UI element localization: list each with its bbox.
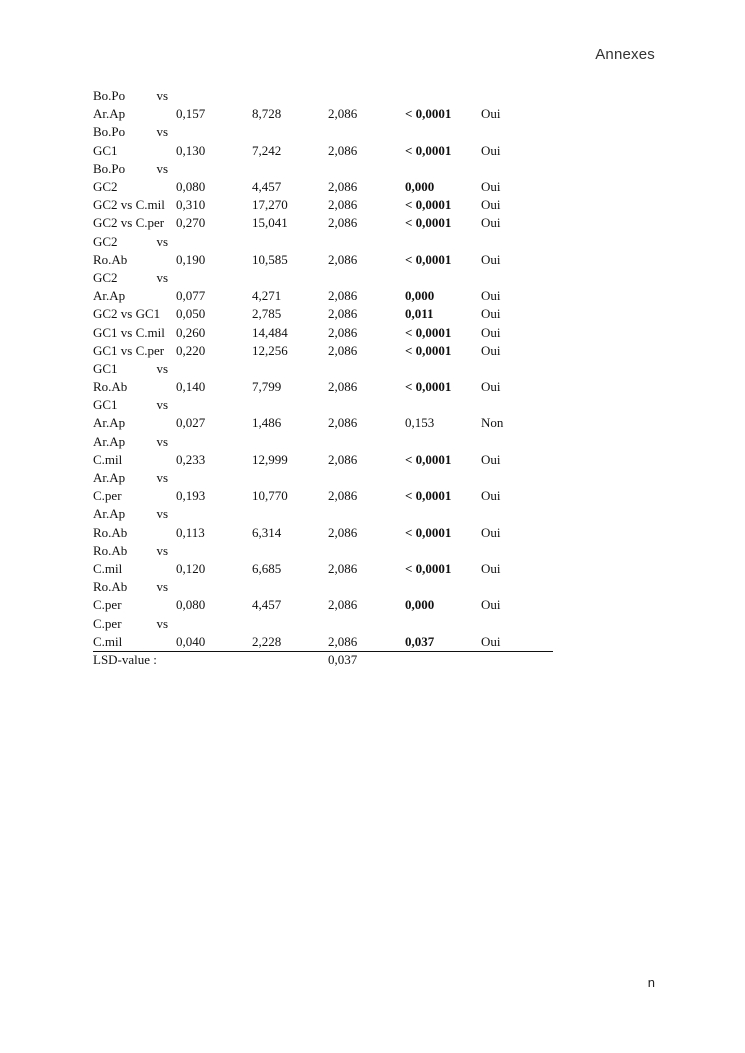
- significant-cell: Oui: [481, 561, 501, 577]
- table-row: [93, 360, 553, 396]
- significant-cell: Non: [481, 415, 504, 431]
- vs-label: vs: [156, 579, 168, 595]
- p-value-cell: 0,153: [405, 415, 435, 431]
- standardized-difference-cell: 12,256: [252, 342, 288, 358]
- group-b: C.per: [93, 488, 122, 504]
- significant-cell: Oui: [481, 597, 501, 613]
- p-value-cell: 0,000: [405, 178, 435, 194]
- significant-cell: Oui: [481, 342, 501, 358]
- comparison-line-1: [93, 433, 168, 451]
- comparison-table: [93, 87, 553, 669]
- vs-label: vs: [156, 615, 168, 631]
- standardized-difference-cell: 10,770: [252, 488, 288, 504]
- comparison-label: GC1 vs C.mil: [93, 324, 165, 340]
- table-row: [93, 160, 553, 196]
- critical-value-cell: 2,086: [328, 306, 358, 322]
- significant-cell: Oui: [481, 306, 501, 322]
- standardized-difference-cell: 2,228: [252, 633, 282, 649]
- difference-cell: 0,270: [176, 215, 206, 231]
- lsd-value: 0,037: [328, 652, 358, 668]
- comparison-line-1: [93, 542, 168, 560]
- difference-cell: 0,080: [176, 178, 206, 194]
- standardized-difference-cell: 2,785: [252, 306, 282, 322]
- critical-value-cell: 2,086: [328, 215, 358, 231]
- group-b: C.mil: [93, 451, 123, 467]
- standardized-difference-cell: 10,585: [252, 251, 288, 267]
- group-a: Bo.Po: [93, 124, 126, 140]
- page-header-title: Annexes: [595, 46, 655, 63]
- group-a: Bo.Po: [93, 88, 126, 103]
- table-row: [93, 324, 553, 342]
- p-value-cell: < 0,0001: [405, 197, 452, 213]
- table-body: [93, 87, 553, 651]
- standardized-difference-cell: 7,799: [252, 379, 282, 395]
- critical-value-cell: 2,086: [328, 561, 358, 577]
- difference-cell: 0,190: [176, 251, 206, 267]
- p-value-cell: < 0,0001: [405, 142, 452, 158]
- comparison-line-1: [93, 396, 168, 414]
- p-value-cell: < 0,0001: [405, 524, 452, 540]
- comparison-label: [93, 360, 173, 396]
- p-value-cell: < 0,0001: [405, 379, 452, 395]
- comparison-line-1: [93, 505, 168, 523]
- comparison-label: [93, 160, 173, 196]
- difference-cell: 0,260: [176, 324, 206, 340]
- vs-label: vs: [156, 542, 168, 558]
- difference-cell: 0,140: [176, 379, 206, 395]
- group-a: GC1: [93, 360, 118, 376]
- group-b: Ar.Ap: [93, 288, 126, 304]
- difference-cell: 0,193: [176, 488, 206, 504]
- comparison-label: [93, 87, 173, 123]
- significant-cell: Oui: [481, 251, 501, 267]
- difference-cell: 0,233: [176, 451, 206, 467]
- significant-cell: Oui: [481, 633, 501, 649]
- group-a: Ro.Ab: [93, 579, 128, 595]
- table-row: [93, 305, 553, 323]
- vs-label: vs: [156, 88, 168, 103]
- standardized-difference-cell: 15,041: [252, 215, 288, 231]
- difference-cell: 0,077: [176, 288, 206, 304]
- lsd-label: LSD-value :: [93, 652, 157, 668]
- group-a: GC1: [93, 397, 118, 413]
- p-value-cell: 0,000: [405, 597, 435, 613]
- standardized-difference-cell: 7,242: [252, 142, 282, 158]
- group-b: Ro.Ab: [93, 379, 128, 395]
- group-b: GC2: [93, 178, 118, 194]
- standardized-difference-cell: 8,728: [252, 106, 282, 122]
- p-value-cell: < 0,0001: [405, 561, 452, 577]
- group-b: Ro.Ab: [93, 524, 128, 540]
- significant-cell: Oui: [481, 524, 501, 540]
- standardized-difference-cell: 6,314: [252, 524, 282, 540]
- critical-value-cell: 2,086: [328, 342, 358, 358]
- critical-value-cell: 2,086: [328, 251, 358, 267]
- table-row: [93, 505, 553, 541]
- group-b: C.mil: [93, 633, 123, 649]
- comparison-label: GC1 vs C.per: [93, 342, 165, 358]
- comparison-label: [93, 578, 173, 614]
- significant-cell: Oui: [481, 142, 501, 158]
- table-row: [93, 233, 553, 269]
- vs-label: vs: [156, 506, 168, 522]
- p-value-cell: 0,037: [405, 633, 435, 649]
- comparison-label: GC2 vs GC1: [93, 306, 161, 322]
- group-a: Ro.Ab: [93, 542, 128, 558]
- table-row: [93, 87, 553, 123]
- comparison-label: [93, 615, 173, 651]
- significant-cell: Oui: [481, 178, 501, 194]
- significant-cell: Oui: [481, 451, 501, 467]
- significant-cell: Oui: [481, 379, 501, 395]
- vs-label: vs: [156, 360, 168, 376]
- difference-cell: 0,130: [176, 142, 206, 158]
- critical-value-cell: 2,086: [328, 524, 358, 540]
- page-number: n: [647, 975, 655, 990]
- difference-cell: 0,113: [176, 524, 205, 540]
- comparison-line-1: [93, 469, 168, 487]
- p-value-cell: < 0,0001: [405, 324, 452, 340]
- difference-cell: 0,120: [176, 561, 206, 577]
- standardized-difference-cell: 12,999: [252, 451, 288, 467]
- comparison-line-1: [93, 87, 168, 105]
- standardized-difference-cell: 4,457: [252, 597, 282, 613]
- group-a: Ar.Ap: [93, 470, 126, 486]
- critical-value-cell: 2,086: [328, 197, 358, 213]
- critical-value-cell: 2,086: [328, 106, 358, 122]
- comparison-label: [93, 433, 173, 469]
- p-value-cell: < 0,0001: [405, 451, 452, 467]
- group-b: Ar.Ap: [93, 106, 126, 122]
- critical-value-cell: 2,086: [328, 488, 358, 504]
- group-a: GC2: [93, 233, 118, 249]
- critical-value-cell: 2,086: [328, 324, 358, 340]
- standardized-difference-cell: 1,486: [252, 415, 282, 431]
- critical-value-cell: 2,086: [328, 415, 358, 431]
- table-footer-row: [93, 651, 553, 669]
- vs-label: vs: [156, 233, 168, 249]
- vs-label: vs: [156, 124, 168, 140]
- table-row: [93, 269, 553, 305]
- standardized-difference-cell: 17,270: [252, 197, 288, 213]
- p-value-cell: < 0,0001: [405, 488, 452, 504]
- comparison-label: [93, 123, 173, 159]
- difference-cell: 0,080: [176, 597, 206, 613]
- group-b: Ar.Ap: [93, 415, 126, 431]
- group-b: Ro.Ab: [93, 251, 128, 267]
- standardized-difference-cell: 4,271: [252, 288, 282, 304]
- group-a: C.per: [93, 615, 122, 631]
- significant-cell: Oui: [481, 106, 501, 122]
- critical-value-cell: 2,086: [328, 451, 358, 467]
- p-value-cell: < 0,0001: [405, 342, 452, 358]
- comparison-label: [93, 469, 173, 505]
- comparison-line-1: [93, 123, 168, 141]
- table-row: [93, 214, 553, 232]
- difference-cell: 0,027: [176, 415, 206, 431]
- critical-value-cell: 2,086: [328, 288, 358, 304]
- group-a: Bo.Po: [93, 160, 126, 176]
- difference-cell: 0,310: [176, 197, 206, 213]
- significant-cell: Oui: [481, 324, 501, 340]
- comparison-label: [93, 505, 173, 541]
- significant-cell: Oui: [481, 488, 501, 504]
- table-row: [93, 196, 553, 214]
- comparison-label: GC2 vs C.per: [93, 215, 165, 231]
- significant-cell: Oui: [481, 288, 501, 304]
- comparison-label: [93, 542, 173, 578]
- standardized-difference-cell: 14,484: [252, 324, 288, 340]
- vs-label: vs: [156, 433, 168, 449]
- p-value-cell: < 0,0001: [405, 215, 452, 231]
- table-row: [93, 396, 553, 432]
- comparison-line-1: [93, 615, 168, 633]
- comparison-label: [93, 396, 173, 432]
- comparison-line-1: [93, 233, 168, 251]
- comparison-line-1: [93, 360, 168, 378]
- comparison-line-1: [93, 269, 168, 287]
- critical-value-cell: 2,086: [328, 633, 358, 649]
- critical-value-cell: 2,086: [328, 142, 358, 158]
- group-a: Ar.Ap: [93, 506, 126, 522]
- standardized-difference-cell: 4,457: [252, 178, 282, 194]
- vs-label: vs: [156, 397, 168, 413]
- group-b: GC1: [93, 142, 118, 158]
- significant-cell: Oui: [481, 197, 501, 213]
- table-row: [93, 615, 553, 651]
- vs-label: vs: [156, 269, 168, 285]
- difference-cell: 0,157: [176, 106, 206, 122]
- comparison-label: [93, 233, 173, 269]
- table-row: [93, 542, 553, 578]
- critical-value-cell: 2,086: [328, 597, 358, 613]
- p-value-cell: 0,011: [405, 306, 434, 322]
- difference-cell: 0,050: [176, 306, 206, 322]
- difference-cell: 0,040: [176, 633, 206, 649]
- vs-label: vs: [156, 160, 168, 176]
- comparison-label: [93, 269, 173, 305]
- group-a: Ar.Ap: [93, 433, 126, 449]
- group-a: GC2: [93, 269, 118, 285]
- group-b: C.mil: [93, 561, 123, 577]
- standardized-difference-cell: 6,685: [252, 561, 282, 577]
- p-value-cell: < 0,0001: [405, 251, 452, 267]
- table-row: [93, 469, 553, 505]
- vs-label: vs: [156, 470, 168, 486]
- difference-cell: 0,220: [176, 342, 206, 358]
- table-row: [93, 433, 553, 469]
- table-row: [93, 123, 553, 159]
- comparison-line-1: [93, 160, 168, 178]
- critical-value-cell: 2,086: [328, 379, 358, 395]
- group-b: C.per: [93, 597, 122, 613]
- table-row: [93, 578, 553, 614]
- significant-cell: Oui: [481, 215, 501, 231]
- table-row: [93, 342, 553, 360]
- critical-value-cell: 2,086: [328, 178, 358, 194]
- p-value-cell: 0,000: [405, 288, 435, 304]
- comparison-label: GC2 vs C.mil: [93, 197, 165, 213]
- p-value-cell: < 0,0001: [405, 106, 452, 122]
- comparison-line-1: [93, 578, 168, 596]
